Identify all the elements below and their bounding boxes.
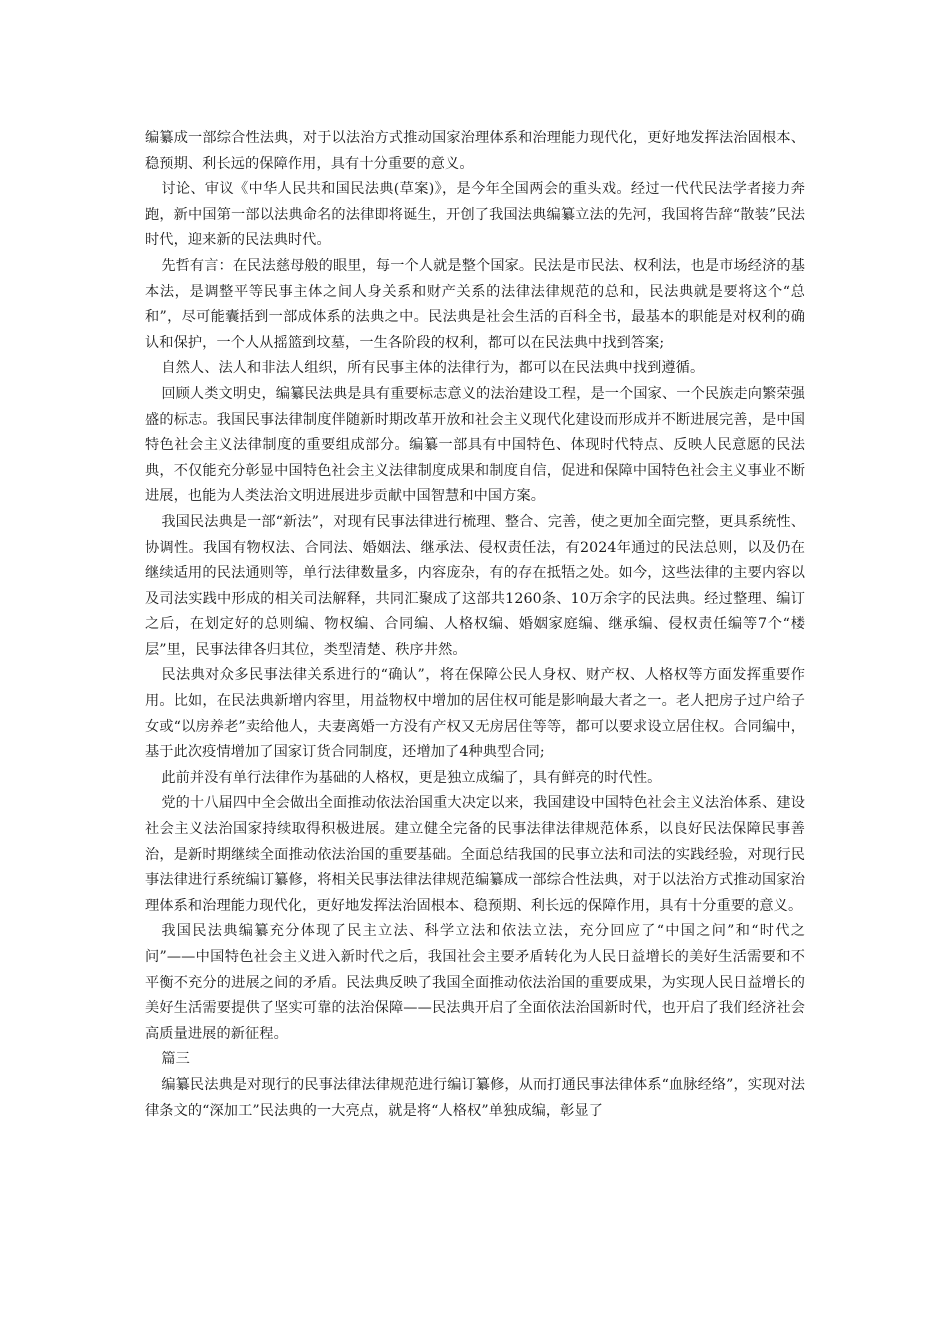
paragraph-2: 讨论、审议《中华人民共和国民法典(草案)》，是今年全国两会的重头戏。经过一代代民法学者接力奔跑，新中国第一部以法典命名的法律即将诞生，开创了我国法典编纂立法的先河，我国将告辞“散装”民法时代，迎来新的民法典时代。 [145, 181, 805, 249]
paragraph-11: 编纂民法典是对现行的民事法律法律规范进行编订纂修，从而打通民事法律体系“血脉经络”，实现对法律条文的“深加工”民法典的一大亮点，就是将“人格权”单独成编，彰显了 [145, 1076, 805, 1119]
paragraph-10: 我国民法典编纂充分体现了民主立法、科学立法和依法立法，充分回应了“中国之问”和“时代之问”——中国特色社会主义进入新时代之后，我国社会主要矛盾转化为人民日益增长的美好生活需要和不平衡不充分的进展之间的矛盾。民法典反映了我国全面推动依法治国的重要成果，为实现人民日益增长的美好生活需要提供了坚实可靠的法治保障——民法典开启了全面依法治国新时代，也开启了我们经济社会高质量进展的新征程。 [145, 923, 805, 1042]
paragraph-6: 我国民法典是一部“新法”，对现有民事法律进行梳理、整合、完善，使之更加全面完整，更具系统性、协调性。我国有物权法、合同法、婚姻法、继承法、侵权责任法，有2024年通过的民法总则，以及仍在继续适用的民法通则等，单行法律数量多，内容庞杂，有的存在抵牾之处。如今，这些法律的主要内容以及司法实践中形成的相关司法解释，共同汇聚成了这部共1260条、10万余字的民法典。经过整理、编订之后，在划定好的总则编、物权编、合同编、人格权编、婚姻家庭编、继承编、侵权责任编等7个“楼层”里，民事法律各归其位，类型清楚、秩序井然。 [145, 513, 805, 658]
paragraph-1: 编纂成一部综合性法典，对于以法治方式推动国家治理体系和治理能力现代化，更好地发挥法治固根本、稳预期、利长远的保障作用，具有十分重要的意义。 [145, 130, 805, 172]
paragraph-3: 先哲有言：在民法慈母般的眼里，每一个人就是整个国家。民法是市民法、权利法，也是市场经济的基本法，是调整平等民事主体之间人身关系和财产关系的法律法律规范的总和，民法典就是要将这个“总和”，尽可能囊括到一部成体系的法典之中。民法典是社会生活的百科全书，最基本的职能是对权利的确认和保护，一个人从摇篮到坟墓，一生各阶段的权利，都可以在民法典中找到答案; [145, 257, 805, 351]
paragraph-7: 民法典对众多民事法律关系进行的“确认”，将在保障公民人身权、财产权、人格权等方面发挥重要作用。比如，在民法典新增内容里，用益物权中增加的居住权可能是影响最大者之一。老人把房子过户给子女或“以房养老”卖给他人，夫妻离婚一方没有产权又无房居住等等，都可以要求设立居住权。合同编中，基于此次疫情增加了国家订货合同制度，还增加了4种典型合同; [145, 667, 805, 761]
document-body [145, 126, 805, 1124]
section-heading: 篇三 [161, 1051, 190, 1068]
paragraph-4: 自然人、法人和非法人组织，所有民事主体的法律行为，都可以在民法典中找到遵循。 [161, 360, 705, 377]
paragraph-5: 回顾人类文明史，编纂民法典是具有重要标志意义的法治建设工程，是一个国家、一个民族走向繁荣强盛的标志。我国民事法律制度伴随新时期改革开放和社会主义现代化建设而形成并不断进展完善，是中国特色社会主义法律制度的重要组成部分。编纂一部具有中国特色、体现时代特点、反映人民意愿的民法典，不仅能充分彰显中国特色社会主义法律制度成果和制度自信，促进和保障中国特色社会主义事业不断进展，也能为人类法治文明进展进步贡献中国智慧和中国方案。 [145, 385, 805, 505]
paragraph-9: 党的十八届四中全会做出全面推动依法治国重大决定以来，我国建设中国特色社会主义法治体系、建设社会主义法治国家持续取得积极进展。建立健全完备的民事法律法律规范体系，以良好民法保障民事善治，是新时期继续全面推动依法治国的重要基础。全面总结我国的民事立法和司法的实践经验，对现行民事法律进行系统编订纂修，将相关民事法律法律规范编纂成一部综合性法典，对于以法治方式推动国家治理体系和治理能力现代化，更好地发挥法治固根本、稳预期、利长远的保障作用，具有十分重要的意义。 [145, 795, 805, 914]
paragraph-8: 此前并没有单行法律作为基础的人格权，更是独立成编了，具有鲜亮的时代性。 [161, 769, 662, 786]
